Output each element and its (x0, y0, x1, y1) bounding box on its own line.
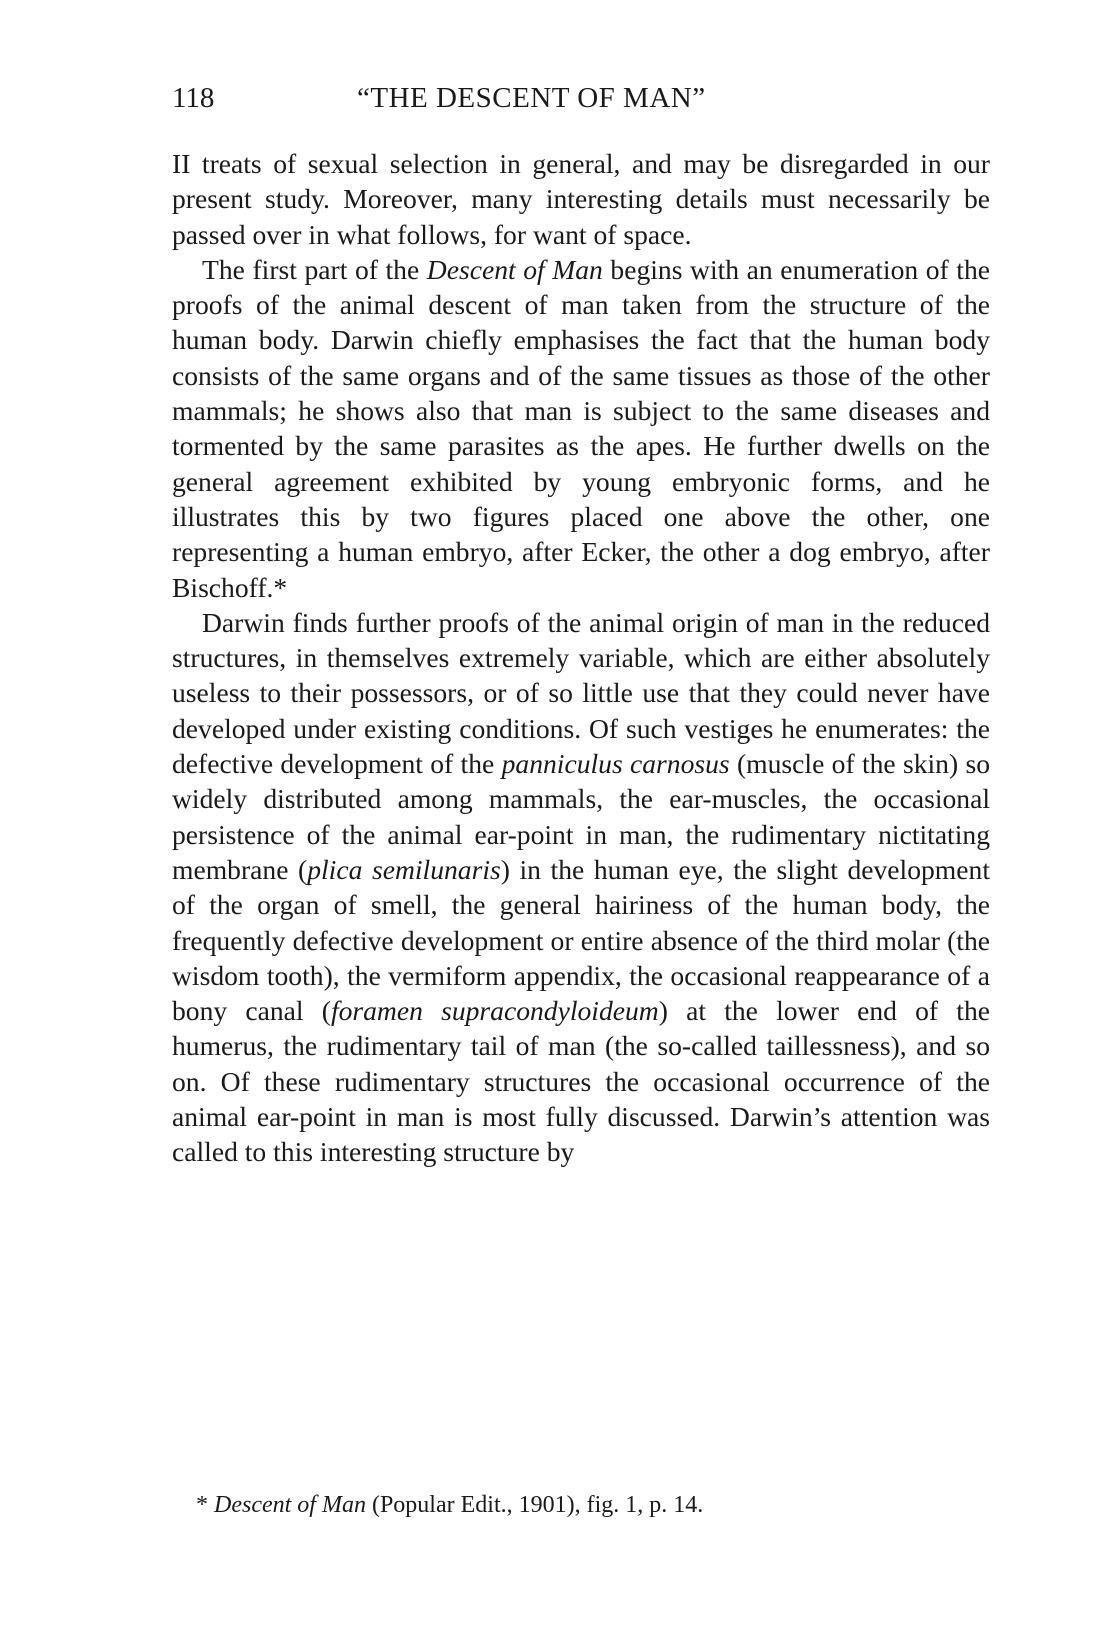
footnote (196, 1490, 976, 1520)
paragraph-2-text-b: begins with an enumeration of the proofs of the animal descent of man taken from the structure of the human body. Darwin chiefly emphasises the fact that the human body consists of the same organs and of the same tissues as those of the other mammals; he shows also that man is subject to the same diseases and tormented by the same parasites as the apes. He further dwells on the general agreement exhibited by young embryonic forms, and he illustrates this by two figures placed one above the other, one representing a human embryo, after Ecker, the other a dog embryo, after Bischoff.* (172, 253, 990, 603)
running-title: “THE DESCENT OF MAN” (357, 82, 706, 114)
paragraph-3 (172, 605, 990, 1170)
body-text (172, 146, 990, 1170)
term-foramen-supracondyloideum: foramen supracondyloideum (330, 995, 659, 1027)
footnote-marker: * (196, 1492, 214, 1518)
paragraph-1-text: II treats of sexual selection in general, and may be disregarded in our present study. Moreover, many interesting details must necessarily be passed over in what follows, for want of space. (172, 148, 990, 250)
book-title-italic: Descent of Man (426, 253, 603, 285)
paragraph-3-text-d: ) at the lower end of the humerus, the rudimentary tail of man (the so-called taillessness), and so on. Of these rudimentary structures the occasional occurrence of the animal ear-point in man is most fully discussed. Darwin’s attention was called to this interesting structure by (172, 995, 990, 1168)
paragraph-3-text-c: ) in the human eye, the slight development of the organ of smell, the general hairiness of the human body, the frequently defective development or entire absence of the third molar (the wisdom tooth), the vermiform appendix, the occasional reappearance of a bony canal ( (172, 853, 990, 1027)
paragraph-1 (172, 146, 990, 252)
paragraph-3-text-b: (muscle of the skin) so widely distributed among mammals, the ear-muscles, the occasional persistence of the animal ear-point in man, the rudimentary nictitating membrane ( (172, 748, 991, 885)
footnote-book-title: Descent of Man (214, 1492, 366, 1518)
running-head (172, 82, 992, 122)
term-plica-semilunaris: plica semilunaris (307, 853, 501, 885)
term-panniculus-carnosus: panniculus carnosus (501, 748, 730, 780)
footnote-citation: (Popular Edit., 1901), fig. 1, p. 14. (365, 1492, 704, 1518)
paragraph-2 (172, 252, 990, 605)
paragraph-3-text-a: Darwin finds further proofs of the animal origin of man in the reduced structures, in themselves extremely variable, which are either absolutely useless to their possessors, or of so little use that they could never have developed under existing conditions. Of such vestiges he enumerates: the defective development of the (172, 606, 990, 780)
paragraph-2-text-a: The first part of the (202, 253, 427, 285)
page-number: 118 (172, 82, 215, 114)
